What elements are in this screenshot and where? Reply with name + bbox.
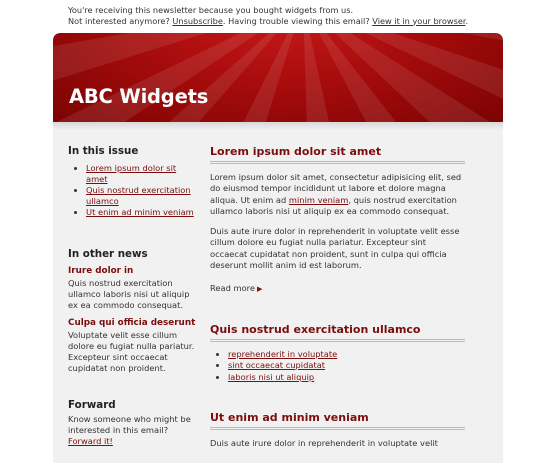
preheader-line1: You're receiving this newsletter because you bought widgets from us. bbox=[68, 5, 354, 15]
news-item-title: Culpa qui officia deserunt bbox=[68, 318, 196, 328]
forward-text: Know someone who might be interested in this email? bbox=[68, 414, 191, 435]
brand-title: ABC Widgets bbox=[69, 85, 209, 108]
minim-veniam-link[interactable]: minim veniam bbox=[288, 194, 349, 205]
article-paragraph: Duis aute irure dolor in reprehenderit in voluptate velit bbox=[210, 437, 438, 448]
read-more-link[interactable]: Read more bbox=[210, 282, 255, 293]
article-heading: Quis nostrud exercitation ullamco bbox=[210, 324, 465, 342]
article-text: , quis nostrud exercitation ullamco laboris nisi ut aliquip ex ea commodo consequat. bbox=[210, 194, 457, 216]
article-link-item bbox=[228, 349, 465, 361]
issue-list bbox=[68, 163, 198, 218]
forward-link[interactable]: Forward it! bbox=[68, 436, 113, 446]
article-heading: Lorem ipsum dolor sit amet bbox=[210, 146, 465, 164]
preheader-line2 bbox=[68, 16, 508, 27]
article-link-item bbox=[228, 372, 465, 384]
in-this-issue-block bbox=[68, 146, 198, 218]
article-quis bbox=[210, 324, 465, 383]
other-news-block bbox=[68, 249, 198, 381]
forward-heading: Forward bbox=[68, 399, 116, 411]
header-banner bbox=[53, 33, 503, 122]
unsubscribe-link[interactable]: Unsubscribe bbox=[172, 15, 223, 26]
article-heading: Ut enim ad minim veniam bbox=[210, 412, 465, 430]
in-this-issue-heading: In this issue bbox=[68, 145, 139, 157]
view-in-browser-link[interactable]: View it in your browser bbox=[372, 15, 466, 26]
article-text: Lorem ipsum dolor sit amet, consectetur adipisicing elit, sed do eiusmod tempor incididunt ut labore et dolore magna aliqua. Ut enim ad bbox=[210, 171, 462, 205]
sunburst-rays bbox=[53, 33, 503, 122]
forward-block bbox=[68, 400, 198, 447]
issue-link-lorem[interactable]: Lorem ipsum dolor sit amet bbox=[86, 163, 177, 184]
news-item-text: Voluptate velit esse cillum dolore eu fugiat nulla pariatur. Excepteur sint occaecat cupidatat non proident. bbox=[68, 330, 195, 373]
news-item-title: Irure dolor in bbox=[68, 266, 134, 276]
article-ut-enim bbox=[210, 412, 465, 449]
news-item bbox=[68, 266, 198, 311]
preheader bbox=[68, 5, 508, 26]
article-link-list bbox=[210, 349, 465, 384]
other-news-heading: In other news bbox=[68, 248, 148, 260]
issue-list-item bbox=[86, 163, 198, 185]
article-link[interactable]: sint occaecat cupidatat bbox=[228, 360, 326, 370]
article-lorem bbox=[210, 146, 465, 295]
article-paragraph: Duis aute irure dolor in reprehenderit in voluptate velit esse cillum dolore eu fugiat nulla pariatur. Excepteur sint occaecat cupidatat non proident, sunt in culpa qui officia deserunt mollit anim id est laborum. bbox=[210, 225, 460, 270]
issue-list-item bbox=[86, 207, 198, 218]
banner-shadow bbox=[53, 122, 503, 130]
preheader-prefix: Not interested anymore? bbox=[68, 15, 173, 26]
issue-link-quis[interactable]: Quis nostrud exercitation ullamco bbox=[86, 185, 191, 206]
preheader-mid: . Having trouble viewing this email? bbox=[222, 15, 373, 26]
article-paragraph bbox=[210, 172, 465, 218]
preheader-suffix: . bbox=[465, 15, 469, 26]
read-more-row bbox=[210, 283, 465, 296]
article-link[interactable]: laboris nisi ut aliquip bbox=[228, 371, 315, 382]
newsletter-container bbox=[53, 33, 503, 463]
news-item-text: Quis nostrud exercitation ullamco laboris nisi ut aliquip ex ea commodo consequat. bbox=[68, 278, 190, 310]
news-item bbox=[68, 318, 198, 374]
issue-list-item bbox=[86, 185, 198, 207]
article-link-item bbox=[228, 360, 465, 372]
article-link[interactable]: reprehenderit in voluptate bbox=[228, 348, 338, 359]
issue-link-ut-enim[interactable]: Ut enim ad minim veniam bbox=[86, 207, 194, 217]
arrow-right-icon: ▶ bbox=[256, 284, 263, 293]
